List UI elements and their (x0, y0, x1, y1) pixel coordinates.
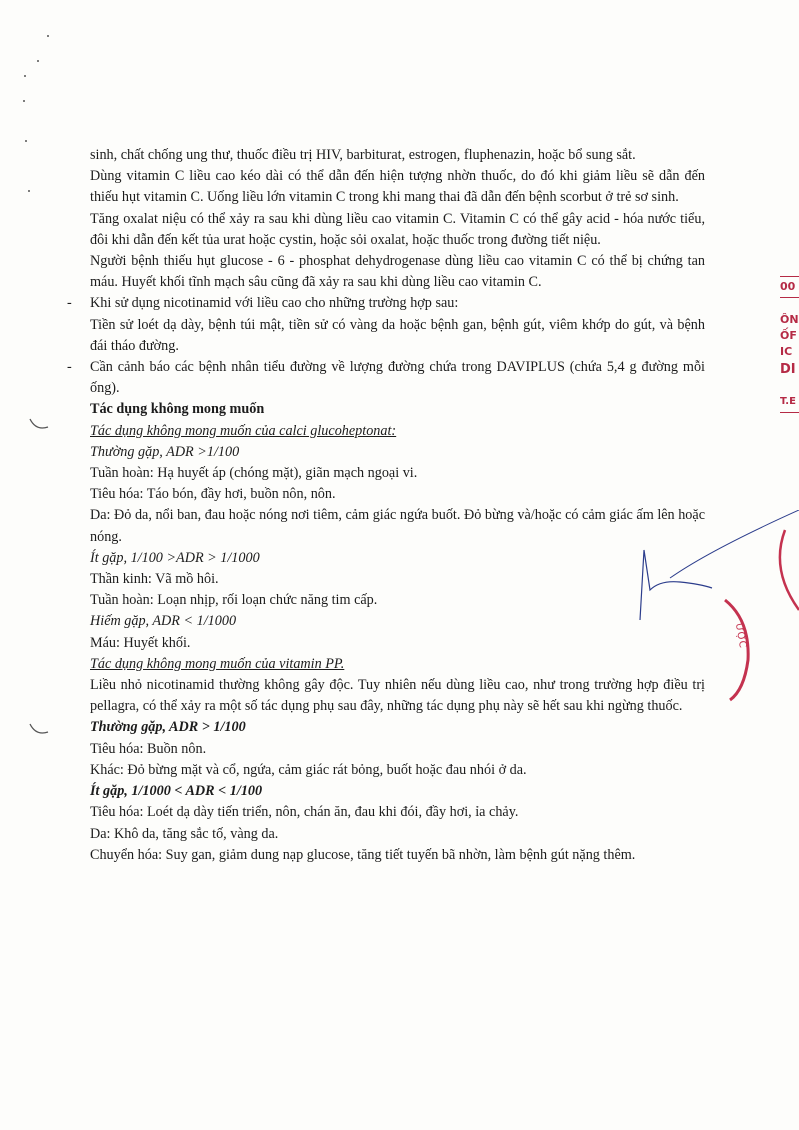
bullet-text: Khi sử dụng nicotinamid với liều cao cho những trường hợp sau: (90, 295, 459, 312)
effect-item: Tuần hoàn: Hạ huyết áp (chóng mặt), giãn mạch ngoại vi. (90, 465, 418, 482)
effect-item: Chuyển hóa: Suy gan, giảm dung nạp glucose, tăng tiết tuyến bã nhờn, làm bệnh gút nặng thêm. (90, 846, 636, 863)
scan-dot (28, 190, 30, 192)
effect-item: Da: Khô da, tăng sắc tố, vàng da. (90, 825, 279, 842)
scan-dot (25, 140, 27, 142)
seal-text: ƯỢC (732, 622, 748, 649)
stamp-text: 00 (780, 280, 796, 293)
subsection-title: Tác dụng không mong muốn của vitamin PP. (90, 655, 345, 672)
paragraph: Dùng vitamin C liều cao kéo dài có thể dẫn đến hiện tượng nhờn thuốc, do đó khi giảm liều sẽ dẫn đến thiếu hụt vitamin C. Uống liều lớn vitamin C trong khi mang thai đã dẫn đến bệnh scorbut ở trẻ sơ sinh. (90, 168, 705, 206)
section-heading: Tác dụng không mong muốn (90, 401, 265, 418)
scan-dot (37, 60, 39, 62)
frequency-label: Ít gặp, 1/1000 < ADR < 1/100 (90, 783, 263, 800)
scan-dot (47, 35, 49, 37)
scan-dot (24, 75, 26, 77)
effect-item: Máu: Huyết khối. (90, 634, 191, 651)
scan-dot (23, 100, 25, 102)
bullet-dash: - (67, 359, 72, 376)
bullet-item (67, 293, 705, 314)
stamp-text: ỐF (780, 329, 797, 342)
bullet-item (67, 357, 705, 399)
frequency-label: Ít gặp, 1/100 >ADR > 1/1000 (90, 549, 260, 566)
stamp-rule (780, 297, 799, 298)
document-body (67, 145, 705, 866)
binder-hole-mark (28, 415, 50, 433)
stamp-rule (780, 276, 799, 277)
paragraph: Tăng oxalat niệu có thể xảy ra sau khi dùng liều cao vitamin C. Vitamin C có thể gây acid - hóa nước tiểu, đôi khi dẫn đến kết tủa urat hoặc cystin, hoặc sỏi oxalat, hoặc thuốc trong đường tiết niệu. (90, 210, 705, 248)
binder-hole-mark (28, 720, 50, 738)
effect-item: Tiêu hóa: Buồn nôn. (90, 740, 207, 757)
paragraph: Liều nhỏ nicotinamid thường không gây độc. Tuy nhiên nếu dùng liều cao, như trong trường hợp điều trị pellagra, có thể xảy ra một số tác dụng phụ sau đây, những tác dụng phụ này sẽ hết sau khi ngừng thuốc. (90, 677, 705, 715)
effect-item: Khác: Đỏ bừng mặt và cổ, ngứa, cảm giác rát bỏng, buốt hoặc đau nhói ở da. (90, 761, 527, 778)
effect-item: Thần kinh: Vã mồ hôi. (90, 571, 219, 588)
paragraph: Người bệnh thiếu hụt glucose - 6 - phosphat dehydrogenase dùng liều cao vitamin C có thể bị chứng tan máu. Huyết khối tĩnh mạch sâu cũng đã xảy ra sau khi dùng liều cao vitamin C. (90, 253, 705, 291)
stamp-text: T.E (780, 396, 796, 407)
paragraph: sinh, chất chống ung thư, thuốc điều trị HIV, barbiturat, estrogen, fluphenazin, hoặc bổ sung sắt. (90, 147, 636, 163)
bullet-dash: - (67, 295, 72, 312)
subsection-title: Tác dụng không mong muốn của calci glucoheptonat: (90, 422, 397, 439)
effect-item: Tiêu hóa: Loét dạ dày tiến triển, nôn, chán ăn, đau khi đói, đầy hơi, ỉa chảy. (90, 804, 519, 821)
frequency-label: Thường gặp, ADR > 1/100 (90, 719, 246, 736)
effect-item: Tiêu hóa: Táo bón, đầy hơi, buồn nôn, nôn. (90, 486, 336, 503)
frequency-label: Thường gặp, ADR >1/100 (90, 443, 240, 460)
frequency-label: Hiếm gặp, ADR < 1/1000 (90, 613, 237, 630)
stamp-text: ÔN (780, 313, 799, 326)
stamp-text: DI (780, 362, 796, 377)
bullet-detail: Tiền sử loét dạ dày, bệnh túi mật, tiền sử có vàng da hoặc bệnh gan, bệnh gút, viêm khớp do gút, và bệnh đái tháo đường. (90, 316, 705, 354)
effect-item: Da: Đỏ da, nổi ban, đau hoặc nóng nơi tiêm, cảm giác ngứa buốt. Đỏ bừng và/hoặc có cảm giác ấm lên hoặc nóng. (90, 507, 705, 545)
bullet-text: Cần cảnh báo các bệnh nhân tiểu đường về lượng đường chứa trong DAVIPLUS (chứa 5,4 g đường mỗi ống). (90, 359, 705, 397)
effect-item: Tuần hoàn: Loạn nhịp, rối loạn chức năng tim cấp. (90, 592, 378, 609)
stamp-text: IC (780, 345, 793, 358)
stamp-rule (780, 412, 799, 413)
